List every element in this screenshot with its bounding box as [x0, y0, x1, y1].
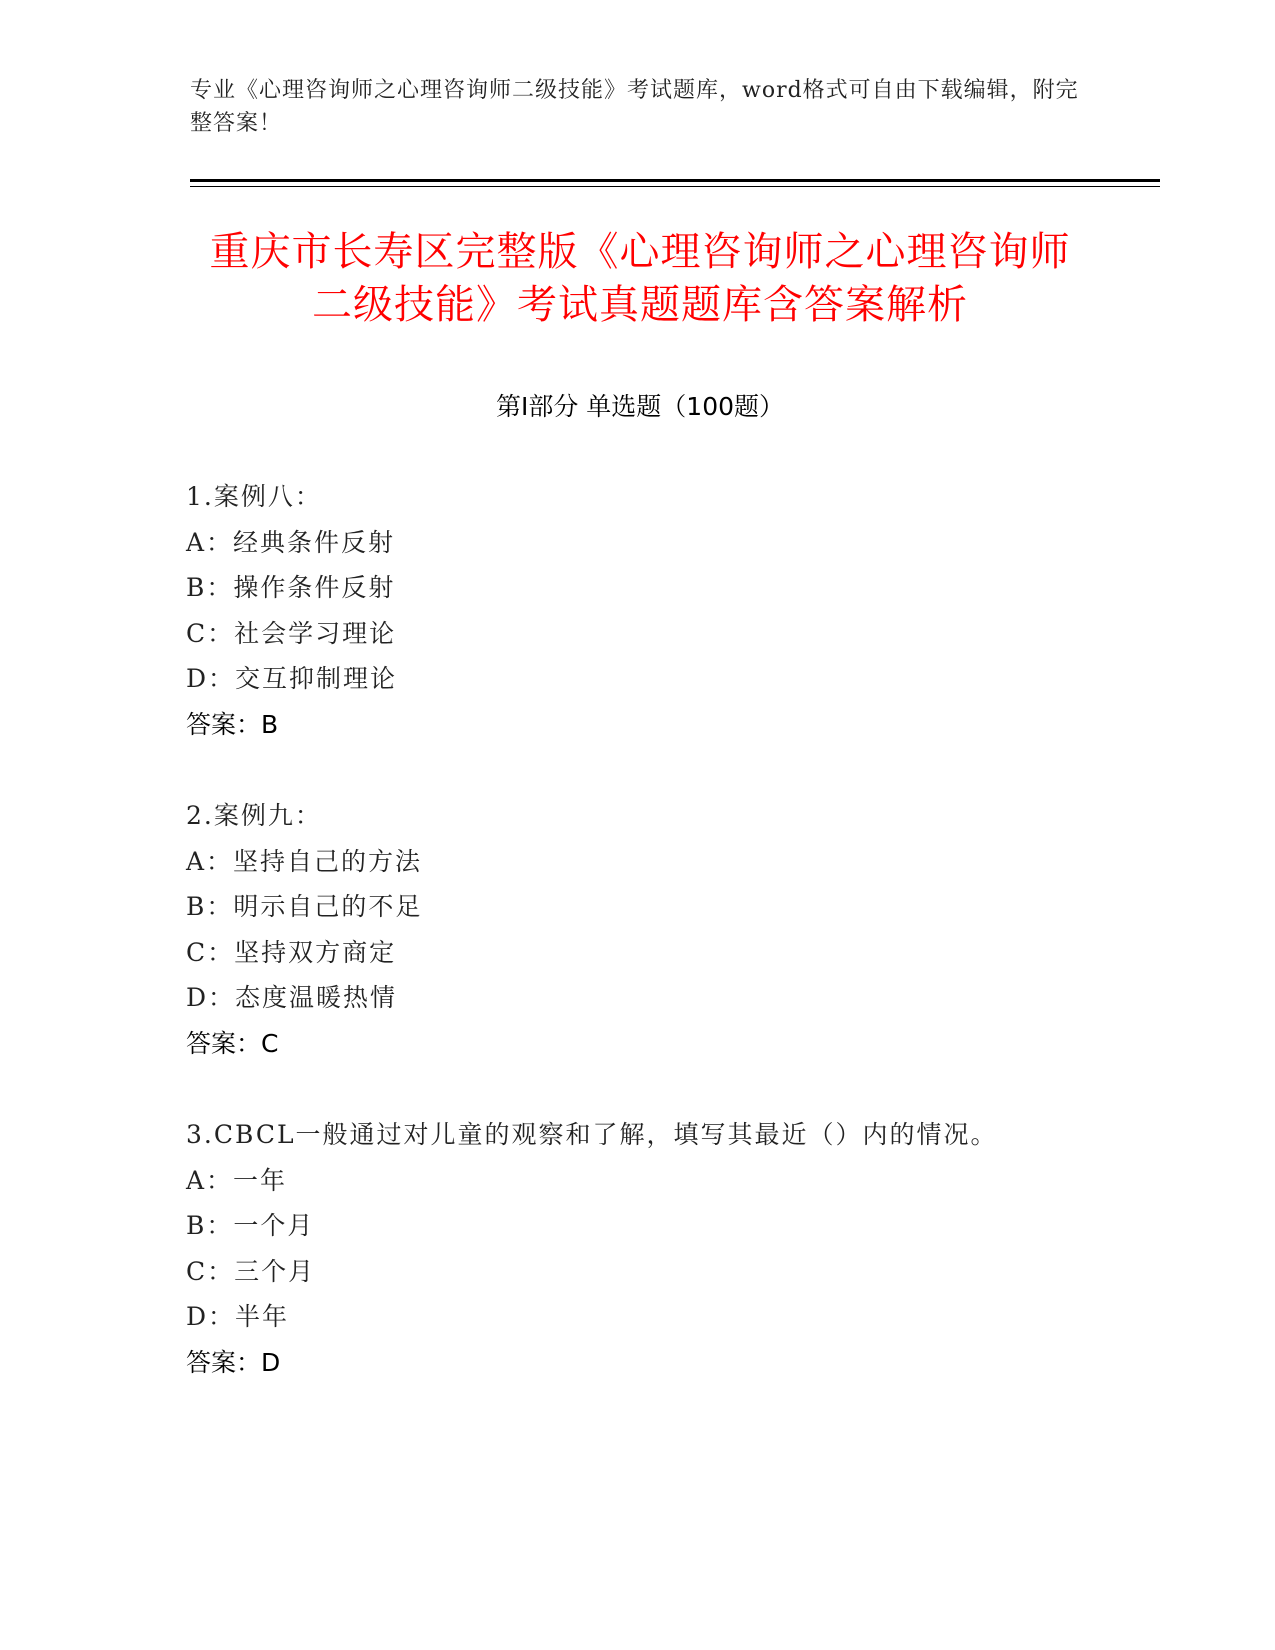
- question-2: [186, 793, 1086, 1066]
- option-a: A：经典条件反射: [186, 527, 396, 557]
- option-a: A：一年: [186, 1165, 288, 1195]
- option-d: D：交互抑制理论: [186, 664, 398, 693]
- header-note: 专业《心理咨询师之心理咨询师二级技能》考试题库，word格式可自由下载编辑，附完整答案！: [190, 78, 1079, 136]
- option-c: C：社会学习理论: [186, 618, 397, 648]
- answer: 答案：D: [186, 1347, 281, 1377]
- question-stem: 2.案例九：: [186, 801, 322, 830]
- question-stem: 3.CBCL一般通过对儿童的观察和了解，填写其最近（）内的情况。: [186, 1120, 998, 1149]
- option-a: A：坚持自己的方法: [186, 846, 423, 876]
- option-b: B：明示自己的不足: [186, 892, 423, 921]
- option-c: C：三个月: [186, 1256, 316, 1286]
- option-c: C：坚持双方商定: [186, 937, 397, 967]
- option-d: D：半年: [186, 1302, 290, 1331]
- document-title: 重庆市长寿区完整版《心理咨询师之心理咨询师二级技能》考试真题题库含答案解析: [209, 229, 1071, 328]
- question-1: [186, 474, 1086, 747]
- header-rule-thin: [190, 186, 1160, 187]
- answer: 答案：B: [186, 709, 279, 739]
- option-b: B：操作条件反射: [186, 573, 396, 602]
- header-rule-thick: [190, 179, 1160, 182]
- section-title: 第I部分 单选题（100题）: [495, 392, 785, 421]
- option-d: D：态度温暖热情: [186, 983, 398, 1012]
- answer: 答案：C: [186, 1028, 279, 1058]
- question-3: [186, 1112, 1086, 1385]
- question-stem: 1.案例八：: [186, 482, 322, 511]
- option-b: B：一个月: [186, 1211, 315, 1240]
